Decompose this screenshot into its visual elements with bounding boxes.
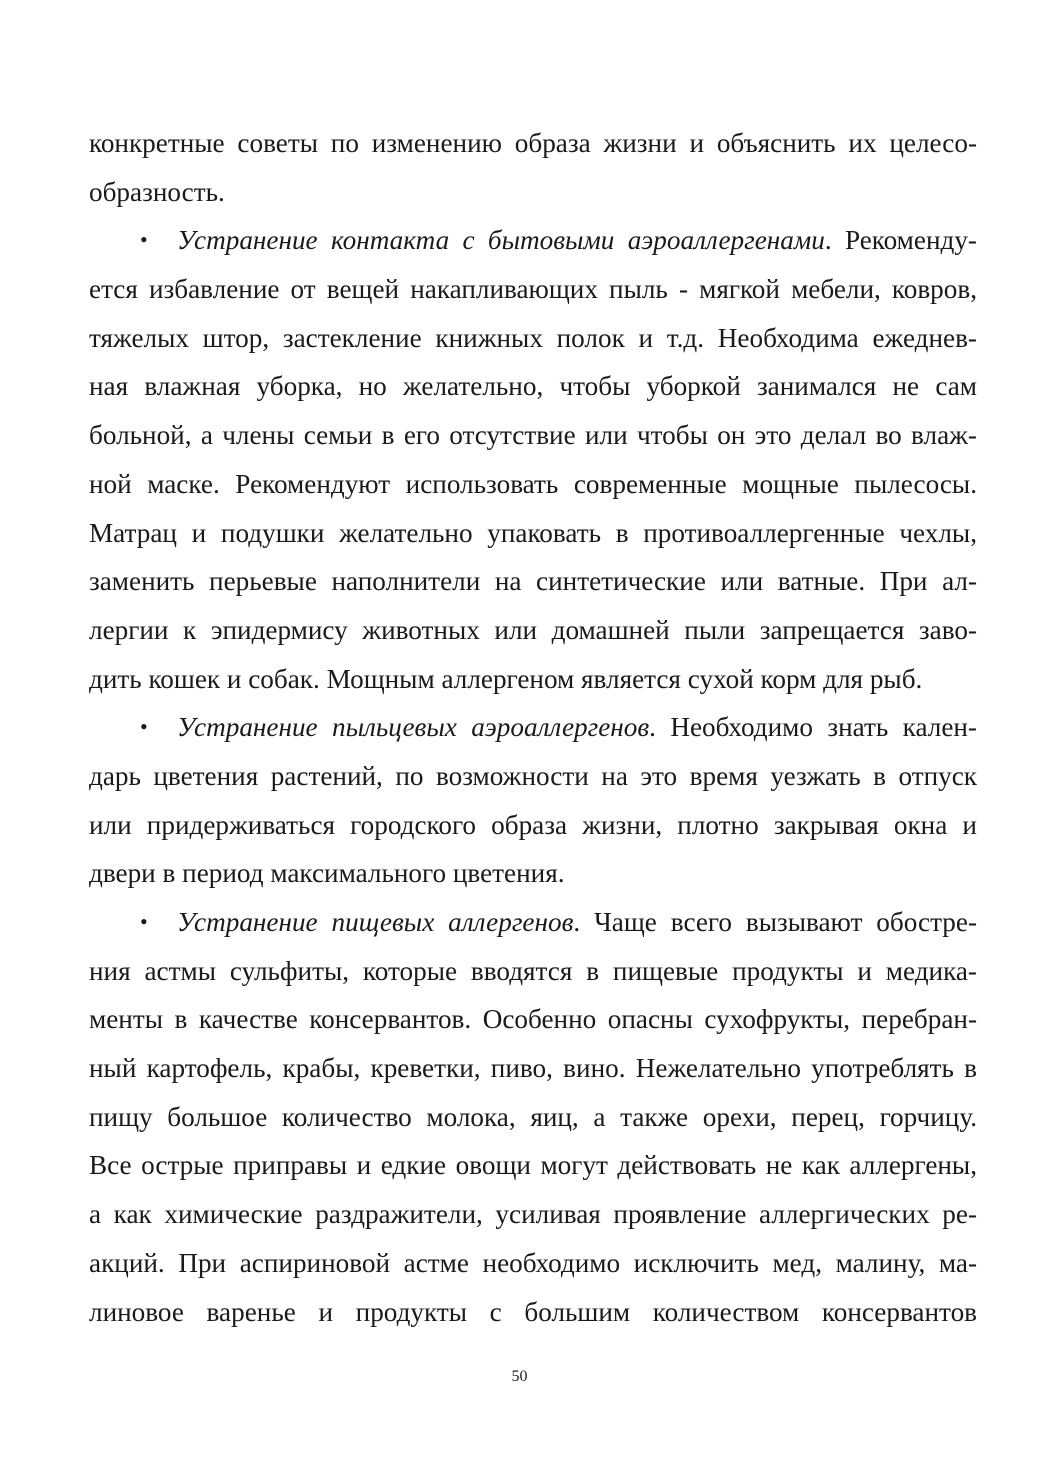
bullet-icon: • bbox=[140, 909, 148, 934]
text-line: заменить перьевые наполнители на синтетические или ватные. При ал- bbox=[89, 566, 977, 597]
text-line: или придерживаться городского образа жизни, плотно закрывая окна и bbox=[89, 809, 977, 840]
text-line: образность. bbox=[89, 176, 225, 207]
bullet-item-household-allergens bbox=[89, 216, 977, 265]
text-line: дарь цветения растений, по возможности на это время уезжать в отпуск bbox=[89, 760, 977, 791]
bullet-title: Устранение пыльцевых аэроаллергенов bbox=[177, 712, 650, 743]
bullet-icon: • bbox=[140, 227, 148, 253]
text-line: ный картофель, крабы, креветки, пиво, вино. Нежелательно употреблять в bbox=[89, 1053, 977, 1084]
bullet-icon: • bbox=[140, 714, 148, 740]
bullet-title: Устранение пищевых аллергенов bbox=[177, 907, 574, 937]
text-line: ной маске. Рекомендуют использовать современные мощные пылесосы. bbox=[89, 468, 977, 499]
bullet-title: Устранение контакта с бытовыми аэроаллергенами bbox=[177, 225, 825, 256]
bullet-item-food-allergens bbox=[89, 898, 977, 947]
bullet-text: . Чаще всего вызывают обостре- bbox=[573, 907, 977, 937]
text-line: менты в качестве консервантов. Особенно опасны сухофрукты, перебран- bbox=[89, 1004, 977, 1035]
text-line: а как химические раздражители, усиливая проявление аллергических ре- bbox=[89, 1199, 977, 1230]
text-line: лергии к эпидермису животных или домашней пыли запрещается заво- bbox=[89, 614, 977, 645]
bullet-text: . Рекоменду- bbox=[824, 225, 977, 256]
text-line: Матрац и подушки желательно упаковать в противоаллергенные чехлы, bbox=[89, 517, 977, 548]
text-line: дить кошек и собак. Мощным аллергеном является сухой корм для рыб. bbox=[89, 663, 923, 694]
bullet-item-pollen-allergens bbox=[89, 703, 977, 752]
text-line: двери в период максимального цветения. bbox=[89, 858, 565, 889]
text-line: ния астмы сульфиты, которые вводятся в пищевые продукты и медика- bbox=[89, 955, 977, 986]
text-line: тяжелых штор, застекление книжных полок и т.д. Необходима ежеднев- bbox=[89, 322, 977, 353]
text-line: линовое варенье и продукты с большим количеством консервантов bbox=[89, 1296, 977, 1327]
text-line: ная влажная уборка, но желательно, чтобы уборкой занимался не сам bbox=[89, 371, 977, 402]
page-number: 50 bbox=[511, 1368, 528, 1385]
text-line: больной, а члены семьи в его отсутствие или чтобы он это делал во влаж- bbox=[89, 420, 977, 451]
bullet-text: . Необходимо знать кален- bbox=[649, 712, 977, 743]
text-line: конкретные советы по изменению образа жизни и объяснить их целесо- bbox=[89, 128, 977, 158]
body-text bbox=[89, 119, 977, 1336]
text-line: акций. При аспириновой астме необходимо исключить мед, малину, ма- bbox=[89, 1247, 977, 1278]
text-line: ется избавление от вещей накапливающих пыль - мягкой мебели, ковров, bbox=[89, 274, 977, 305]
text-line: Все острые приправы и едкие овощи могут действовать не как аллергены, bbox=[89, 1150, 977, 1181]
text-line: пищу большое количество молока, яиц, а также орехи, перец, горчицу. bbox=[89, 1101, 977, 1132]
